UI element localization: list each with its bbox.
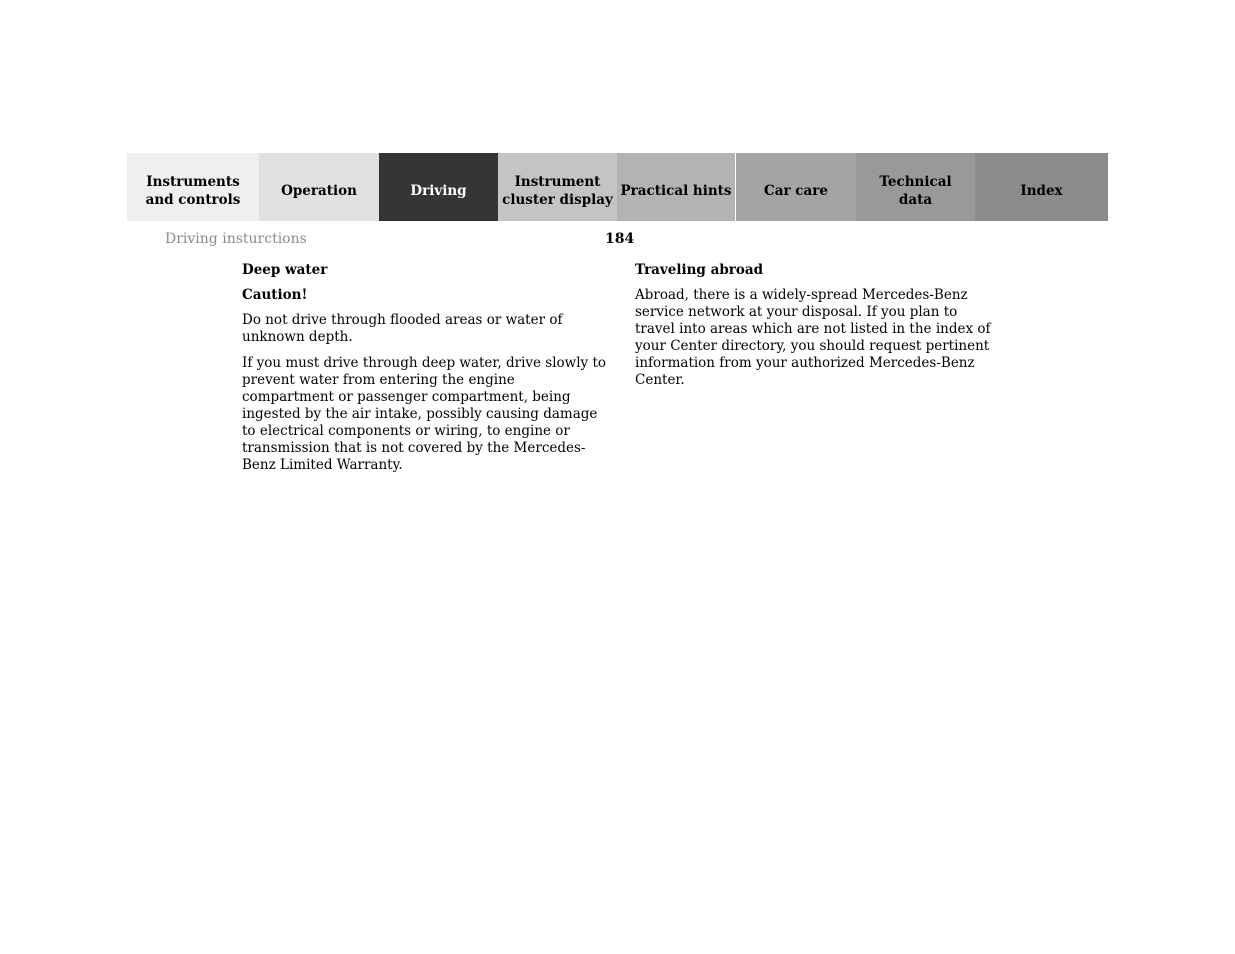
paragraph: Abroad, there is a widely-spread Mercedes-Benz service network at your disposal. If you plan to travel into areas which are not listed in the index of your Center directory, you should request pertinent information from your authorized Mercedes-Benz Center. [635, 287, 991, 388]
tab-instruments-and-controls[interactable]: Instruments and controls [127, 153, 259, 221]
tab-driving[interactable]: Driving [379, 153, 498, 221]
tab-operation[interactable]: Operation [259, 153, 379, 221]
paragraph: Do not drive through flooded areas or water of unknown depth. [242, 312, 563, 345]
page-number: 184 [605, 231, 635, 247]
section-title: Driving insturctions [165, 231, 307, 247]
caution-label: Caution! [242, 287, 308, 303]
right-column [635, 262, 1000, 398]
tab-instrument-cluster-display[interactable]: Instrument cluster display [498, 153, 617, 221]
tab-index[interactable]: Index [975, 153, 1108, 221]
tab-car-care[interactable]: Car care [736, 153, 856, 221]
tab-technical-data[interactable]: Technical data [856, 153, 975, 221]
traveling-abroad-heading: Traveling abroad [635, 262, 764, 278]
chapter-tab-bar [127, 153, 1108, 221]
paragraph: If you must drive through deep water, drive slowly to prevent water from entering the engine compartment or passenger compartment, being ingested by the air intake, possibly causing damage to electrical components or wiring, to engine or transmission that is not covered by the Mercedes-Benz Limited Warranty. [242, 355, 607, 473]
deep-water-heading: Deep water [242, 262, 328, 278]
tab-practical-hints[interactable]: Practical hints [617, 153, 736, 221]
left-column [242, 262, 607, 483]
